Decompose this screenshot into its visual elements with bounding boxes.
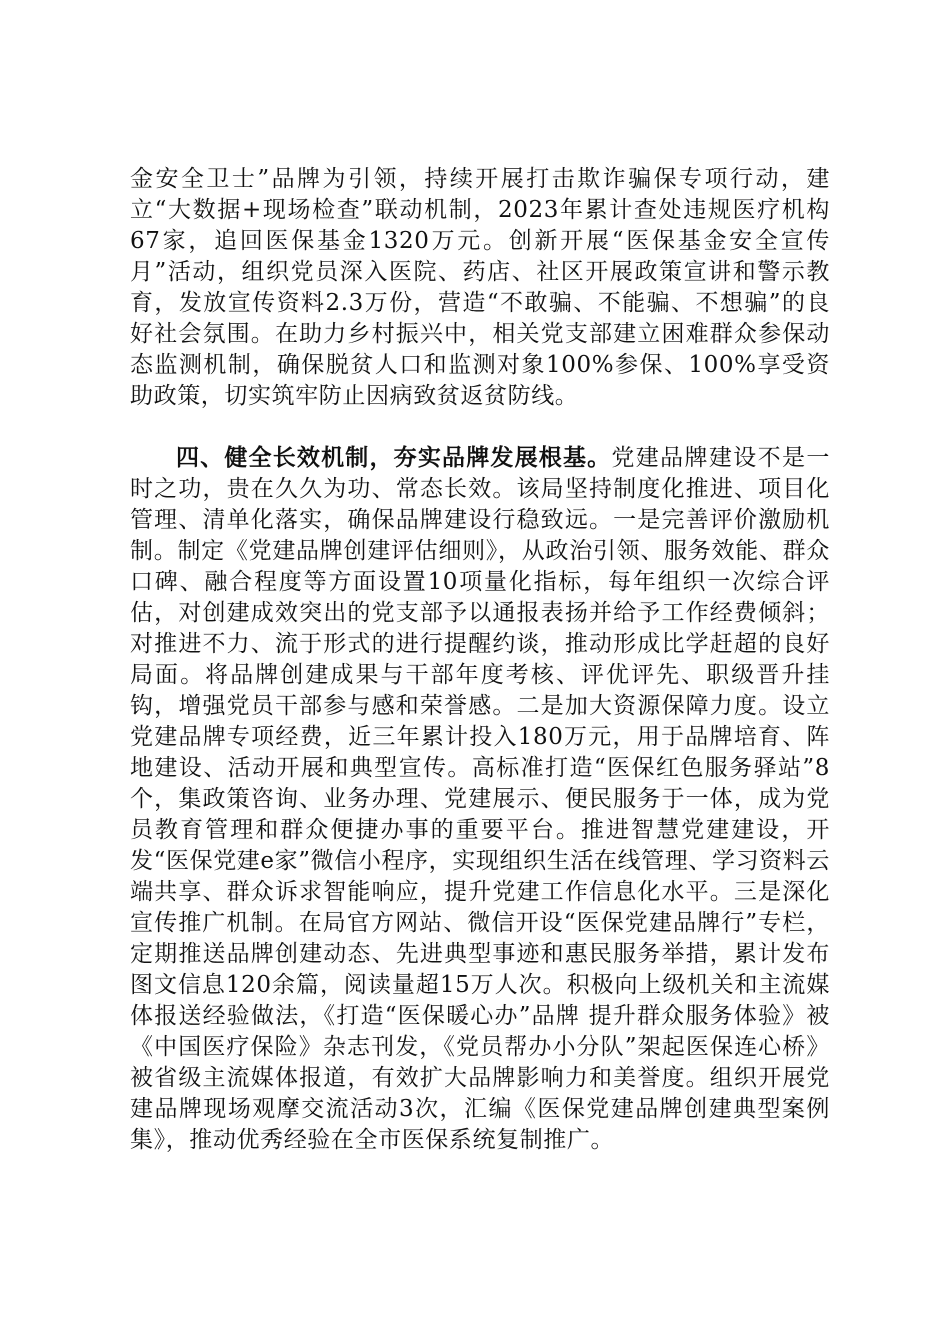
paragraph-continued: 金安全卫士”品牌为引领，持续开展打击欺诈骗保专项行动，建立“大数据+现场检查”联动机制，2023年累计查处违规医疗机构67家，追回医保基金1320万元。创新开展“医保基金安全宣传月”活动，组织党员深入医院、药店、社区开展政策宣讲和警示教育，发放宣传资料2.3万份，营造“不敢骗、不能骗、不想骗”的良好社会氛围。在助力乡村振兴中，相关党支部建立困难群众参保动态监测机制，确保脱贫人口和监测对象100%参保、100%享受资助政策，切实筑牢防止因病致贫返贫防线。 — [130, 166, 830, 409]
paragraph-spacer — [130, 412, 830, 443]
section-four-paragraph — [130, 443, 830, 1156]
document-page — [130, 164, 830, 1156]
section-four-heading: 四、健全长效机制，夯实品牌发展根基。 — [176, 445, 612, 471]
section-four-body: 党建品牌建设不是一时之功，贵在久久为功、常态长效。该局坚持制度化推进、项目化管理、清单化落实，确保品牌建设行稳致远。一是完善评价激励机制。制定《党建品牌创建评估细则》，从政治引领、服务效能、群众口碑、融合程度等方面设置10项量化指标，每年组织一次综合评估，对创建成效突出的党支部予以通报表扬并给予工作经费倾斜；对推进不力、流于形式的进行提醒约谈，推动形成比学赶超的良好局面。将品牌创建成果与干部年度考核、评优评先、职级晋升挂钩，增强党员干部参与感和荣誉感。二是加大资源保障力度。设立党建品牌专项经费，近三年累计投入180万元，用于品牌培育、阵地建设、活动开展和典型宣传。高标准打造“医保红色服务驿站”8个，集政策咨询、业务办理、党建展示、便民服务于一体，成为党员教育管理和群众便捷办事的重要平台。推进智慧党建建设，开发“医保党建e家”微信小程序，实现组织生活在线管理、学习资料云端共享、群众诉求智能响应，提升党建工作信息化水平。三是深化宣传推广机制。在局官方网站、微信开设“医保党建品牌行”专栏，定期推送品牌创建动态、先进典型事迹和惠民服务举措，累计发布图文信息120余篇，阅读量超15万人次。积极向上级机关和主流媒体报送经验做法，《打造“医保暖心办”品牌 提升群众服务体验》被《中国医疗保险》杂志刊发，《党员帮办小分队”架起医保连心桥》被省级主流媒体报道，有效扩大品牌影响力和美誉度。组织开展党建品牌现场观摩交流活动3次，汇编《医保党建品牌创建典型案例集》，推动优秀经验在全市医保系统复制推广。 — [130, 445, 831, 1153]
